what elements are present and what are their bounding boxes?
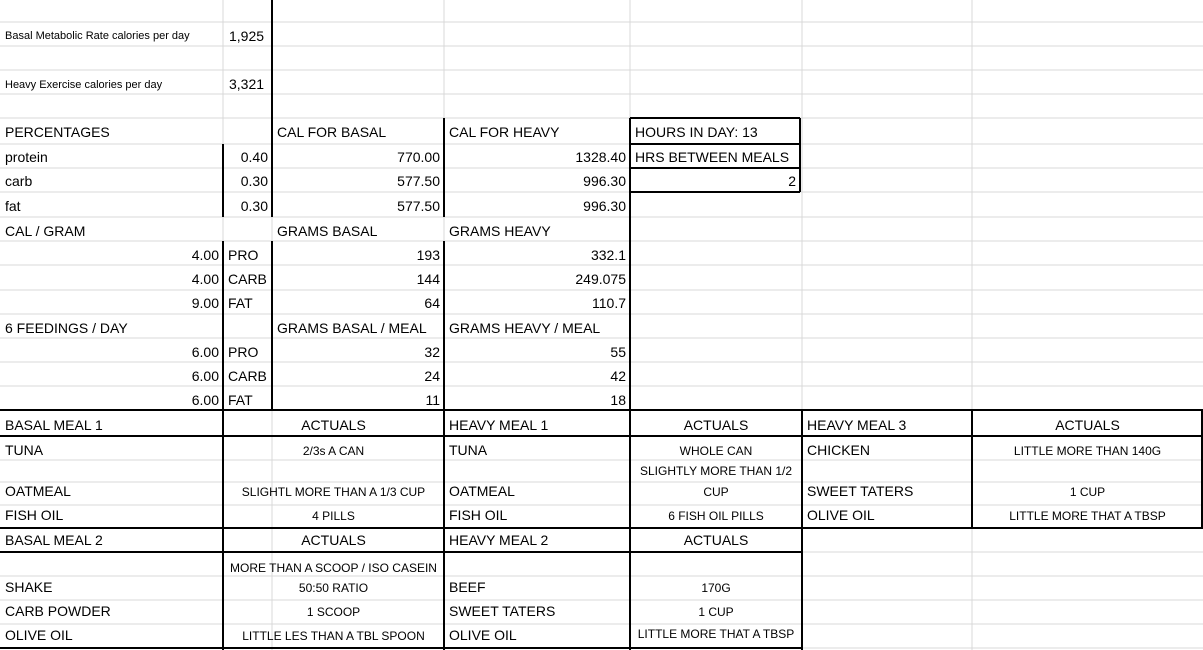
carb-cal-heavy[interactable]: 996.30 (583, 173, 626, 189)
protein-pct[interactable]: 0.40 (240, 149, 268, 165)
basal-meal-1-actual-2[interactable]: SLIGHTL MORE THAN A 1/3 CUP (241, 485, 426, 499)
fat-cal-heavy[interactable]: 996.30 (583, 198, 626, 214)
hrs-between-meals-label: HRS BETWEEN MEALS (635, 149, 790, 165)
heavy-meal-2-actuals-header: ACTUALS (683, 532, 749, 548)
grams-basal-pro[interactable]: 193 (416, 247, 440, 263)
heavy-meal-3-title: HEAVY MEAL 3 (807, 417, 907, 433)
basal-meal-1-food-3: FISH OIL (5, 507, 64, 523)
protein-cal-basal[interactable]: 770.00 (397, 149, 440, 165)
heavy-meal-1-actual-3[interactable]: 6 FISH OIL PILLS (668, 509, 764, 523)
heavy-meal-carb[interactable]: 42 (610, 368, 626, 384)
basal-meal-fat[interactable]: 11 (425, 392, 440, 408)
heavy-exercise-label: Heavy Exercise calories per day (5, 79, 163, 91)
protein-cal-heavy[interactable]: 1328.40 (575, 149, 626, 165)
cal-gram-pro-value[interactable]: 4.00 (191, 247, 219, 263)
basal-meal-2-actual-2[interactable]: 1 SCOOP (306, 605, 361, 619)
basal-meal-1-actual-3[interactable]: 4 PILLS (312, 509, 355, 523)
feed-carb-value[interactable]: 6.00 (191, 368, 219, 384)
heavy-meal-2-actual-2[interactable]: 1 CUP (698, 605, 734, 619)
grams-basal-fat[interactable]: 64 (424, 295, 440, 311)
basal-meal-1-food-2: OATMEAL (5, 483, 71, 499)
heavy-meal-3-food-1: CHICKEN (807, 442, 871, 458)
feed-pro-label: PRO (228, 344, 259, 360)
basal-meal-pro[interactable]: 32 (424, 344, 440, 360)
grams-heavy-carb[interactable]: 249.075 (575, 271, 626, 287)
heavy-meal-3-actuals-header: ACTUALS (1055, 417, 1120, 433)
cal-for-heavy-header: CAL FOR HEAVY (449, 124, 560, 140)
feed-pro-value[interactable]: 6.00 (191, 344, 219, 360)
feed-fat-value[interactable]: 6.00 (191, 392, 219, 408)
heavy-meal-1-actual-1[interactable]: WHOLE CAN (679, 444, 753, 458)
grams-basal-carb[interactable]: 144 (416, 271, 440, 287)
basal-meal-1-title: BASAL MEAL 1 (5, 417, 103, 433)
percentages-header: PERCENTAGES (5, 124, 110, 140)
bmr-label: Basal Metabolic Rate calories per day (5, 30, 190, 42)
cal-for-basal-header: CAL FOR BASAL (277, 124, 387, 140)
heavy-meal-1-actual-2-line-2[interactable]: CUP (703, 485, 729, 499)
heavy-meal-1-actual-2-line-1[interactable]: SLIGHTLY MORE THAN 1/2 (639, 464, 793, 478)
cal-gram-carb-value[interactable]: 4.00 (191, 271, 219, 287)
heavy-meal-1-food-3: FISH OIL (449, 507, 508, 523)
cal-gram-fat-label: FAT (228, 295, 253, 311)
feed-fat-label: FAT (228, 392, 253, 408)
basal-meal-1-food-1: TUNA (5, 442, 44, 458)
heavy-meal-3-food-3: OLIVE OIL (807, 507, 875, 523)
carb-label: carb (5, 173, 33, 189)
cal-gram-pro-label: PRO (228, 247, 259, 263)
grams-heavy-pro[interactable]: 332.1 (590, 247, 626, 263)
heavy-meal-2-actual-1[interactable]: 170G (701, 581, 731, 595)
hours-in-day: HOURS IN DAY: 13 (635, 124, 758, 140)
heavy-meal-1-food-1: TUNA (449, 442, 488, 458)
basal-meal-2-actual-3[interactable]: LITTLE LES THAN A TBL SPOON (242, 629, 425, 643)
heavy-meal-3-actual-2[interactable]: 1 CUP (1069, 485, 1106, 499)
basal-meal-2-food-1: SHAKE (5, 579, 53, 595)
heavy-meal-2-food-2: SWEET TATERS (449, 603, 556, 619)
basal-meal-2-actual-1-line-1[interactable]: MORE THAN A SCOOP / ISO CASEIN (230, 561, 437, 575)
carb-pct[interactable]: 0.30 (240, 173, 268, 189)
fat-pct[interactable]: 0.30 (240, 198, 268, 214)
fat-cal-basal[interactable]: 577.50 (397, 198, 440, 214)
bmr-value[interactable]: 1,925 (229, 28, 265, 44)
cal-gram-fat-value[interactable]: 9.00 (191, 295, 219, 311)
basal-meal-2-food-2: CARB POWDER (5, 603, 111, 619)
hrs-between-meals-value[interactable]: 2 (788, 173, 796, 189)
grams-heavy-fat[interactable]: 110.7 (592, 295, 626, 311)
basal-meal-carb[interactable]: 24 (424, 368, 440, 384)
grams-heavy-meal-header: GRAMS HEAVY / MEAL (449, 320, 601, 336)
fat-label: fat (5, 198, 21, 214)
feedings-header: 6 FEEDINGS / DAY (5, 320, 128, 336)
basal-meal-2-actuals-header: ACTUALS (301, 532, 366, 548)
heavy-meal-3-food-2: SWEET TATERS (807, 483, 914, 499)
heavy-meal-1-title: HEAVY MEAL 1 (449, 417, 549, 433)
heavy-meal-2-food-1: BEEF (449, 579, 486, 595)
cal-gram-header: CAL / GRAM (5, 223, 86, 239)
heavy-meal-1-food-2: OATMEAL (449, 483, 515, 499)
basal-meal-1-actual-1[interactable]: 2/3s A CAN (302, 444, 365, 458)
basal-meal-2-actual-1-line-2[interactable]: 50:50 RATIO (298, 581, 369, 595)
heavy-exercise-value[interactable]: 3,321 (229, 76, 265, 92)
basal-meal-1-actuals-header: ACTUALS (301, 417, 366, 433)
grams-heavy-header: GRAMS HEAVY (449, 223, 551, 239)
heavy-meal-fat[interactable]: 18 (610, 392, 626, 408)
basal-meal-2-title: BASAL MEAL 2 (5, 532, 103, 548)
heavy-meal-3-actual-1[interactable]: LITTLE MORE THAN 140G (1013, 444, 1162, 458)
grams-basal-header: GRAMS BASAL (277, 223, 378, 239)
grams-basal-meal-header: GRAMS BASAL / MEAL (277, 320, 427, 336)
heavy-meal-3-actual-3[interactable]: LITTLE MORE THAT A TBSP (1009, 509, 1166, 523)
heavy-meal-2-title: HEAVY MEAL 2 (449, 532, 549, 548)
basal-meal-2-food-3: OLIVE OIL (5, 627, 73, 643)
heavy-meal-pro[interactable]: 55 (610, 344, 626, 360)
protein-label: protein (5, 149, 48, 165)
cal-gram-carb-label: CARB (228, 271, 267, 287)
heavy-meal-1-actuals-header: ACTUALS (683, 417, 749, 433)
heavy-meal-2-food-3: OLIVE OIL (449, 627, 517, 643)
carb-cal-basal[interactable]: 577.50 (397, 173, 440, 189)
feed-carb-label: CARB (228, 368, 267, 384)
heavy-meal-2-actual-3[interactable]: LITTLE MORE THAT A TBSP (637, 627, 795, 641)
